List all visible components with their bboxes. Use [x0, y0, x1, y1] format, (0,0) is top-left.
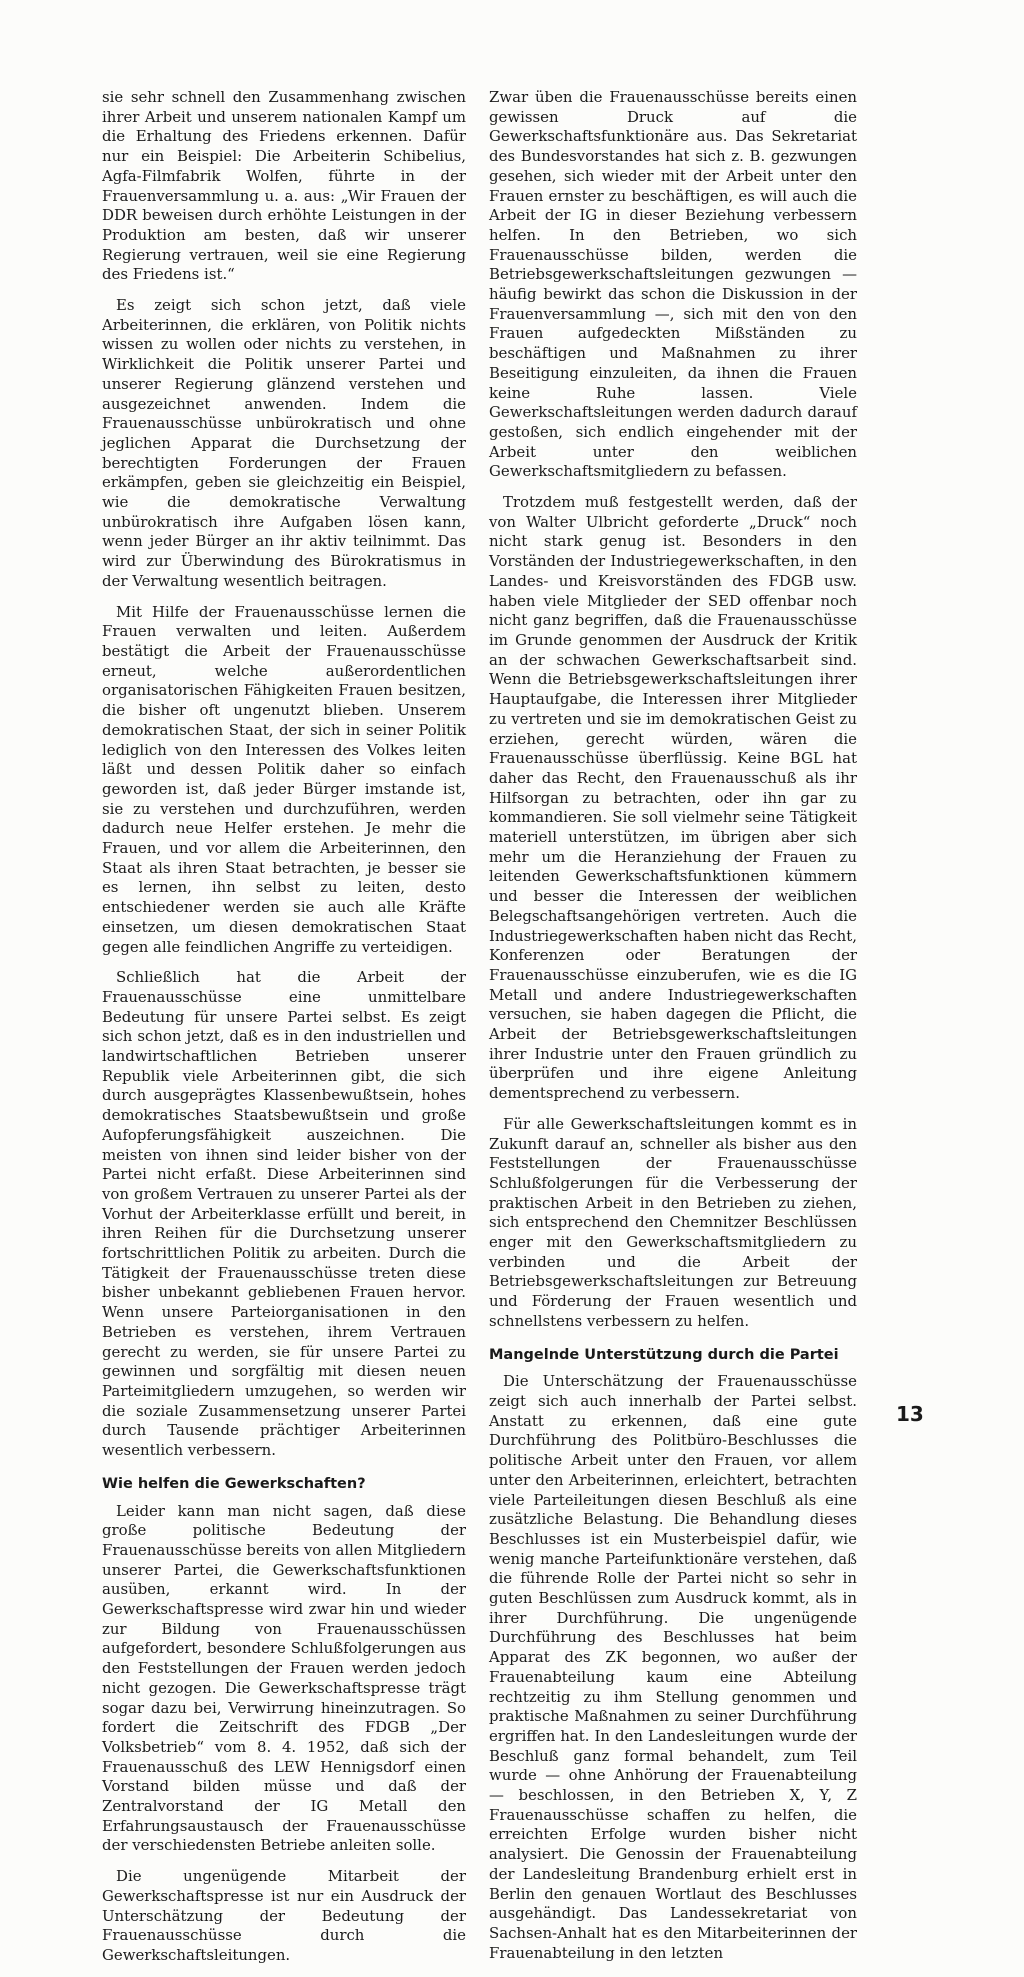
section-heading: Wie helfen die Gewerkschaften?: [102, 1475, 366, 1492]
paragraph: Zwar üben die Frauenausschüsse bereits einen gewissen Druck auf die Gewerkschaftsfunktionäre aus. Das Sekretariat des Bundesvorstandes hat sich z. B. gezwungen gesehen, sich wieder mit der Arbeit unter den Frauen ernster zu beschäftigen, es will auch die Arbeit der IG in dieser Beziehung verbessern helfen. In den Betrieben, wo sich Frauenausschüsse bilden, werden die Betriebsgewerkschaftsleitungen gezwungen — häufig bewirkt das schon die Diskussion in der Frauenversammlung —, sich mit den von den Frauen aufgedeckten Mißständen zu beschäftigen und Maßnahmen zu ihrer Beseitigung einzuleiten, da ihnen die Frauen keine Ruhe lassen. Viele Gewerkschaftsleitungen werden dadurch darauf gestoßen, sich endlich eingehender mit der Arbeit unter den weiblichen Gewerkschaftsmitgliedern zu befassen.: [489, 88, 857, 481]
section-heading: Mangelnde Unterstützung durch die Partei: [489, 1346, 839, 1363]
paragraph: Leider kann man nicht sagen, daß diese große politische Bedeutung der Frauenausschüsse bereits von allen Mitgliedern unserer Partei, die Gewerkschaftsfunktionen ausüben, erkannt wird. In der Gewerkschaftspresse wird zwar hin und wieder zur Bildung von Frauenausschüssen aufgefordert, besondere Schlußfolgerungen aus den Feststellungen der Frauen werden jedoch nicht gezogen. Die Gewerkschaftspresse trägt sogar dazu bei, Verwirrung hineinzutragen. So fordert die Zeitschrift des FDGB „Der Volksbetrieb“ vom 8. 4. 1952, daß sich der Frauenausschuß des LEW Hennigsdorf einen Vorstand bilden müsse und daß der Zentralvorstand der IG Metall den Erfahrungsaustausch der Frauenausschüsse der verschiedensten Betriebe anleiten solle.: [102, 1501, 466, 1855]
left-column: [102, 88, 466, 1977]
paragraph: Trotzdem muß festgestellt werden, daß der von Walter Ulbricht geforderte „Druck“ noch nicht stark genug ist. Besonders in den Vorständen der Industriegewerkschaften, in den Landes- und Kreisvorständen des FDGB usw. haben viele Mitglieder der SED offenbar noch nicht ganz begriffen, daß die Frauenausschüsse im Grunde genommen der Ausdruck der Kritik an der schwachen Gewerkschaftsarbeit sind. Wenn die Betriebsgewerkschaftsleitungen ihrer Hauptaufgabe, die Interessen ihrer Mitglieder zu vertreten und sie im demokratischen Geist zu erziehen, gerecht würden, wären die Frauenausschüsse überflüssig. Keine BGL hat daher das Recht, den Frauenausschuß als ihr Hilfsorgan zu betrachten, oder ihn gar zu kommandieren. Sie soll vielmehr seine Tätigkeit materiell unterstützen, im übrigen aber sich mehr um die Heranziehung der Frauen zu leitenden Gewerkschaftsfunktionen kümmern und besser die Interessen der weiblichen Belegschaftsangehörigen vertreten. Auch die Industriegewerkschaften haben nicht das Recht, Konferenzen oder Beratungen der Frauenausschüsse einzuberufen, wie es die IG Metall und andere Industriegewerkschaften versuchen, sie haben dagegen die Pflicht, die Arbeit der Betriebsgewerkschaftsleitungen ihrer Industrie unter den Frauen gründlich zu überprüfen und ihre eigene Anleitung dementsprechend zu verbessern.: [489, 493, 857, 1103]
paragraph: Die ungenügende Mitarbeit der Gewerkschaftspresse ist nur ein Ausdruck der Unterschätzung der Bedeutung der Frauenausschüsse durch die Gewerkschaftsleitungen.: [102, 1867, 466, 1964]
paragraph: Die Unterschätzung der Frauenausschüsse zeigt sich auch innerhalb der Partei selbst. Anstatt zu erkennen, daß eine gute Durchführung des Politbüro-Beschlusses die politische Arbeit unter den Frauen, vor allem unter den Arbeiterinnen, erleichtert, betrachten viele Parteileitungen diesen Beschluß als eine zusätzliche Belastung. Die Behandlung dieses Beschlusses ist ein Musterbeispiel dafür, wie wenig manche Parteifunktionäre verstehen, daß die führende Rolle der Partei nicht so sehr in guten Beschlüssen zum Ausdruck kommt, als in ihrer Durchführung. Die ungenügende Durchführung des Beschlusses hat beim Apparat des ZK begonnen, wo außer der Frauenabteilung kaum eine Abteilung rechtzeitig zu ihm Stellung genommen und praktische Maßnahmen zu seiner Durchführung ergriffen hat. In den Landesleitungen wurde der Beschluß ganz formal behandelt, zum Teil wurde — ohne Anhörung der Frauenabteilung — beschlossen, in den Betrieben X, Y, Z Frauenausschüsse schaffen zu helfen, die erreichten Erfolge wurden bisher nicht analysiert. Die Genossin der Frauenabteilung der Landesleitung Brandenburg erhielt erst in Berlin den genauen Wortlaut des Beschlusses ausgehändigt. Das Landessekretariat von Sachsen-Anhalt hat es den Mitarbeiterinnen der Frauenabteilung in den letzten: [489, 1372, 857, 1962]
paragraph: Mit Hilfe der Frauenausschüsse lernen die Frauen verwalten und leiten. Außerdem bestätigt die Arbeit der Frauenausschüsse erneut, welche außerordentlichen organisatorischen Fähigkeiten Frauen besitzen, die bisher oft ungenutzt blieben. Unserem demokratischen Staat, der sich in seiner Politik lediglich von den Interessen des Volkes leiten läßt und dessen Politik daher so einfach geworden ist, daß jeder Bürger imstande ist, sie zu verstehen und durchzuführen, werden dadurch neue Helfer erstehen. Je mehr die Frauen, und vor allem die Arbeiterinnen, den Staat als ihren Staat betrachten, je besser sie es lernen, ihn selbst zu leiten, desto entschiedener werden sie auch alle Kräfte einsetzen, um diesen demokratischen Staat gegen alle feindlichen Angriffe zu verteidigen.: [102, 602, 466, 956]
paragraph: sie sehr schnell den Zusammenhang zwischen ihrer Arbeit und unserem nationalen Kampf um die Erhaltung des Friedens erkennen. Dafür nur ein Beispiel: Die Arbeiterin Schibelius, Agfa-Filmfabrik Wolfen, führte in der Frauenversammlung u. a. aus: „Wir Frauen der DDR beweisen durch erhöhte Leistungen in der Produktion am besten, daß wir unserer Regierung vertrauen, weil sie eine Regierung des Friedens ist.“: [102, 88, 466, 284]
paragraph: Für alle Gewerkschaftsleitungen kommt es in Zukunft darauf an, schneller als bisher aus den Feststellungen der Frauenausschüsse Schlußfolgerungen für die Verbesserung der praktischen Arbeit in den Betrieben zu ziehen, sich entsprechend den Chemnitzer Beschlüssen enger mit den Gewerkschaftsmitgliedern zu verbinden und die Arbeit der Betriebsgewerkschaftsleitungen zur Betreuung und Förderung der Frauen wesentlich und schnellstens verbessern zu helfen.: [489, 1114, 857, 1330]
paragraph: Es zeigt sich schon jetzt, daß viele Arbeiterinnen, die erklären, von Politik nichts wissen zu wollen oder nichts zu verstehen, in Wirklichkeit die Politik unserer Partei und unserer Regierung glänzend verstehen und ausgezeichnet anwenden. Indem die Frauenausschüsse unbürokratisch und ohne jeglichen Apparat die Durchsetzung der berechtigten Forderungen der Frauen erkämpfen, geben sie gleichzeitig ein Beispiel, wie die demokratische Verwaltung unbürokratisch ihre Aufgaben lösen kann, wenn jeder Bürger an ihr aktiv teilnimmt. Das wird zur Überwindung des Bürokratismus in der Verwaltung wesentlich beitragen.: [102, 296, 466, 590]
page-number: 13: [896, 1402, 924, 1426]
paragraph: Schließlich hat die Arbeit der Frauenausschüsse eine unmittelbare Bedeutung für unsere Partei selbst. Es zeigt sich schon jetzt, daß es in den industriellen und landwirtschaftlichen Betrieben unserer Republik viele Arbeiterinnen gibt, die sich durch ausgeprägtes Klassenbewußtsein, hohes demokratisches Staatsbewußtsein und große Aufopferungsfähigkeit auszeichnen. Die meisten von ihnen sind leider bisher von der Partei nicht erfaßt. Diese Arbeiterinnen sind von großem Vertrauen zu unserer Partei als der Vorhut der Arbeiterklasse erfüllt und bereit, in ihren Reihen für die Durchsetzung unserer fortschrittlichen Politik zu arbeiten. Durch die Tätigkeit der Frauenausschüsse treten diese bisher unbekannt gebliebenen Frauen hervor. Wenn unsere Parteiorganisationen in den Betrieben es verstehen, ihrem Vertrauen gerecht zu werden, sie für unsere Partei zu gewinnen und sorgfältig mit diesen neuen Parteimitgliedern umzugehen, so werden wir die soziale Zusammensetzung unserer Partei durch Tausende prächtiger Arbeiterinnen wesentlich verbessern.: [102, 968, 466, 1460]
right-column: [489, 88, 857, 1974]
